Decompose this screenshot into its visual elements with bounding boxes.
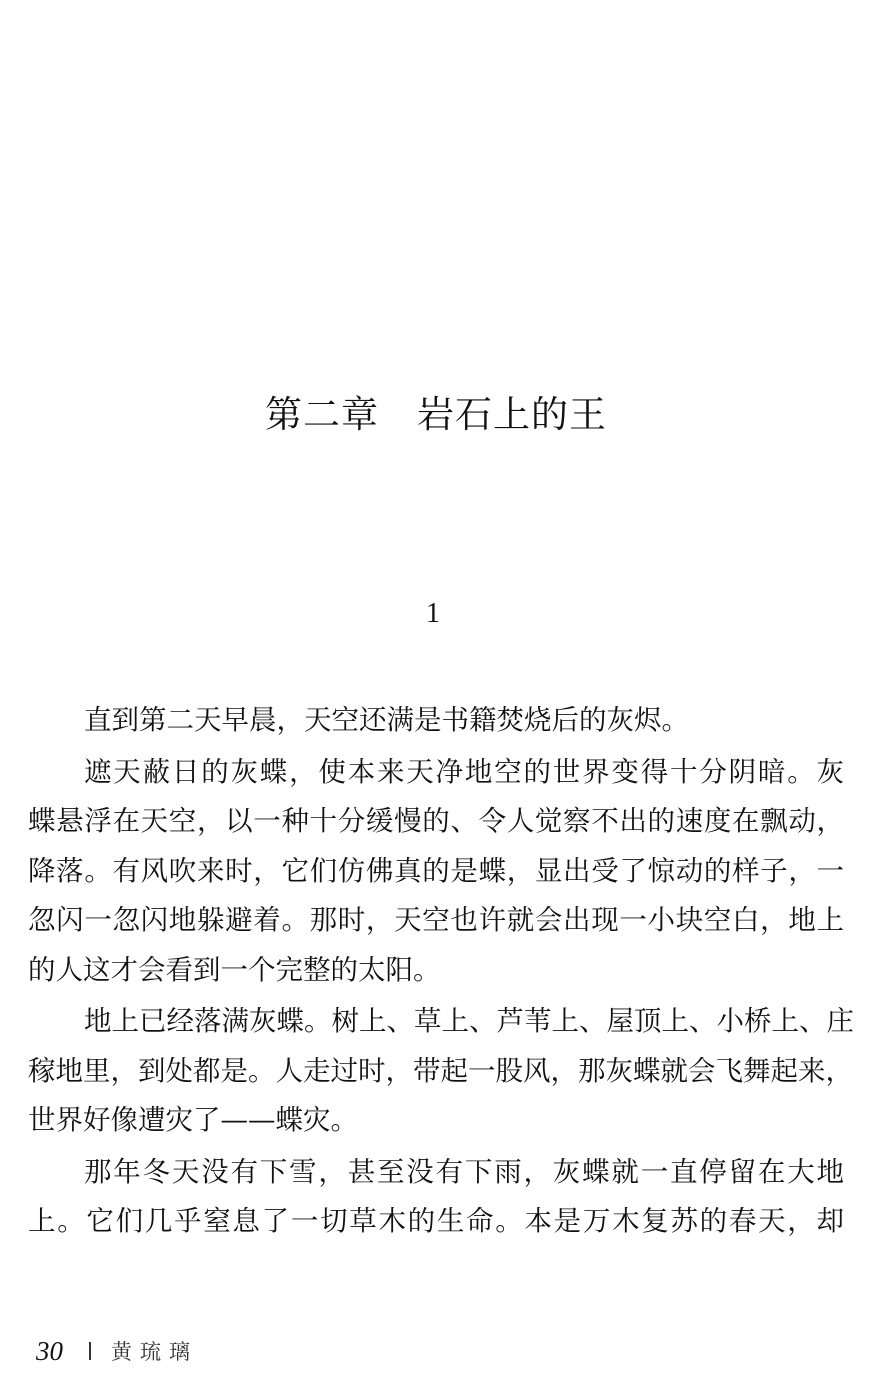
paragraph-1-line-1: 直到第二天早晨，天空还满是书籍焚烧后的灰烬。 bbox=[84, 704, 689, 736]
section-number: 1 bbox=[426, 598, 440, 629]
paragraph-3-line-3: 世界好像遭灾了——蝶灾。 bbox=[28, 1104, 358, 1136]
paragraph-2-line-2: 蝶悬浮在天空，以一种十分缓慢的、令人觉察不出的速度在飘动， bbox=[28, 805, 844, 837]
paragraph-2-line-3: 降落。有风吹来时，它们仿佛真的是蝶，显出受了惊动的样子，一 bbox=[28, 854, 844, 887]
page-number: 30 bbox=[36, 1335, 63, 1366]
paragraph-3-line-2: 稼地里，到处都是。人走过时，带起一股风，那灰蝶就会飞舞起来， bbox=[28, 1054, 853, 1087]
chapter-title: 第二章 岩石上的王 bbox=[265, 393, 607, 436]
paragraph-3-line-1: 地上已经落满灰蝶。树上、草上、芦苇上、屋顶上、小桥上、庄 bbox=[84, 1005, 854, 1037]
page-footer bbox=[36, 1333, 198, 1369]
author-name: 黄琉璃 bbox=[111, 1340, 198, 1364]
paragraph-2-line-5: 的人这才会看到一个完整的太阳。 bbox=[28, 953, 441, 986]
footer-divider bbox=[89, 1342, 91, 1360]
paragraph-2-line-4: 忽闪一忽闪地躲避着。那时，天空也许就会出现一小块空白，地上 bbox=[28, 904, 844, 936]
paragraph-4-line-2: 上。它们几乎窒息了一切草木的生命。本是万木复苏的春天，却 bbox=[28, 1205, 844, 1237]
body-text bbox=[28, 696, 854, 1247]
paragraph-2-line-1: 遮天蔽日的灰蝶，使本来天净地空的世界变得十分阴暗。灰 bbox=[84, 755, 844, 788]
paragraph-4-line-1: 那年冬天没有下雪，甚至没有下雨，灰蝶就一直停留在大地 bbox=[84, 1155, 844, 1188]
